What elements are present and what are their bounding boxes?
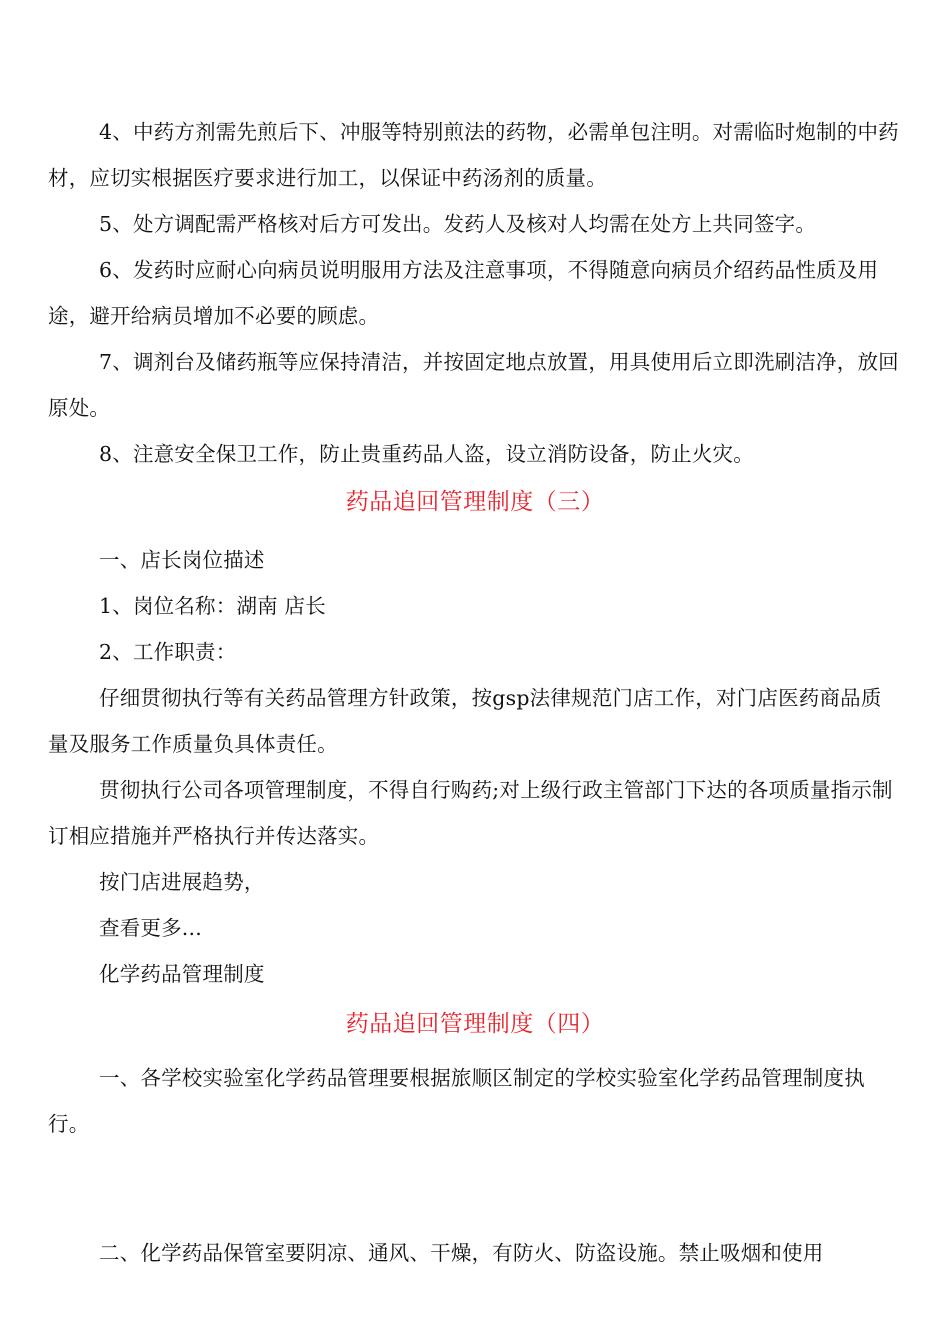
section-title-three: 药品追回管理制度（三） [345, 489, 605, 515]
paragraph-development-trend: 按门店进展趋势， [99, 870, 265, 894]
section-title-four: 药品追回管理制度（四） [345, 1011, 605, 1037]
paragraph-item-6: 6、发药时应耐心向病员说明服用方法及注意事项，不得随意向病员介绍药品性质及用途，避开给病员增加不必要的顾虑。 [48, 258, 879, 328]
paragraph-storage-room: 二、化学药品保管室要阴凉、通风、干燥，有防火、防盗设施。禁止吸烟和使用 [99, 1241, 824, 1265]
paragraph-position-name: 1、岗位名称：湖南 店长 [99, 594, 326, 618]
paragraph-item-4: 4、中药方剂需先煎后下、冲服等特别煎法的药物，必需单包注明。对需临时炮制的中药材，应切实根据医疗要求进行加工，以保证中药汤剂的质量。 [48, 120, 899, 190]
paragraph-item-5: 5、处方调配需严格核对后方可发出。发药人及核对人均需在处方上共同签字。 [99, 212, 817, 236]
paragraph-duty-policy: 贯彻执行公司各项管理制度，不得自行购药;对上级行政主管部门下达的各项质量指示制订相应措施并严格执行并传达落实。 [48, 778, 893, 848]
paragraph-duty-gsp: 仔细贯彻执行等有关药品管理方针政策，按gsp法律规范门店工作，对门店医药商品质量及服务工作质量负具体责任。 [48, 686, 882, 756]
see-more-link[interactable]: 查看更多... [99, 916, 202, 940]
paragraph-chemical-heading: 化学药品管理制度 [99, 962, 265, 986]
paragraph-item-7: 7、调剂台及储药瓶等应保持清洁，并按固定地点放置，用具使用后立即洗刷洁净，放回原处。 [48, 350, 899, 420]
paragraph-lab-chemicals: 一、各学校实验室化学药品管理要根据旅顺区制定的学校实验室化学药品管理制度执行。 [48, 1066, 865, 1136]
paragraph-manager-description: 一、店长岗位描述 [99, 548, 265, 572]
paragraph-item-8: 8、注意安全保卫工作，防止贵重药品人盗，设立消防设备，防止火灾。 [99, 442, 754, 466]
paragraph-duties-heading: 2、工作职责： [99, 640, 237, 664]
